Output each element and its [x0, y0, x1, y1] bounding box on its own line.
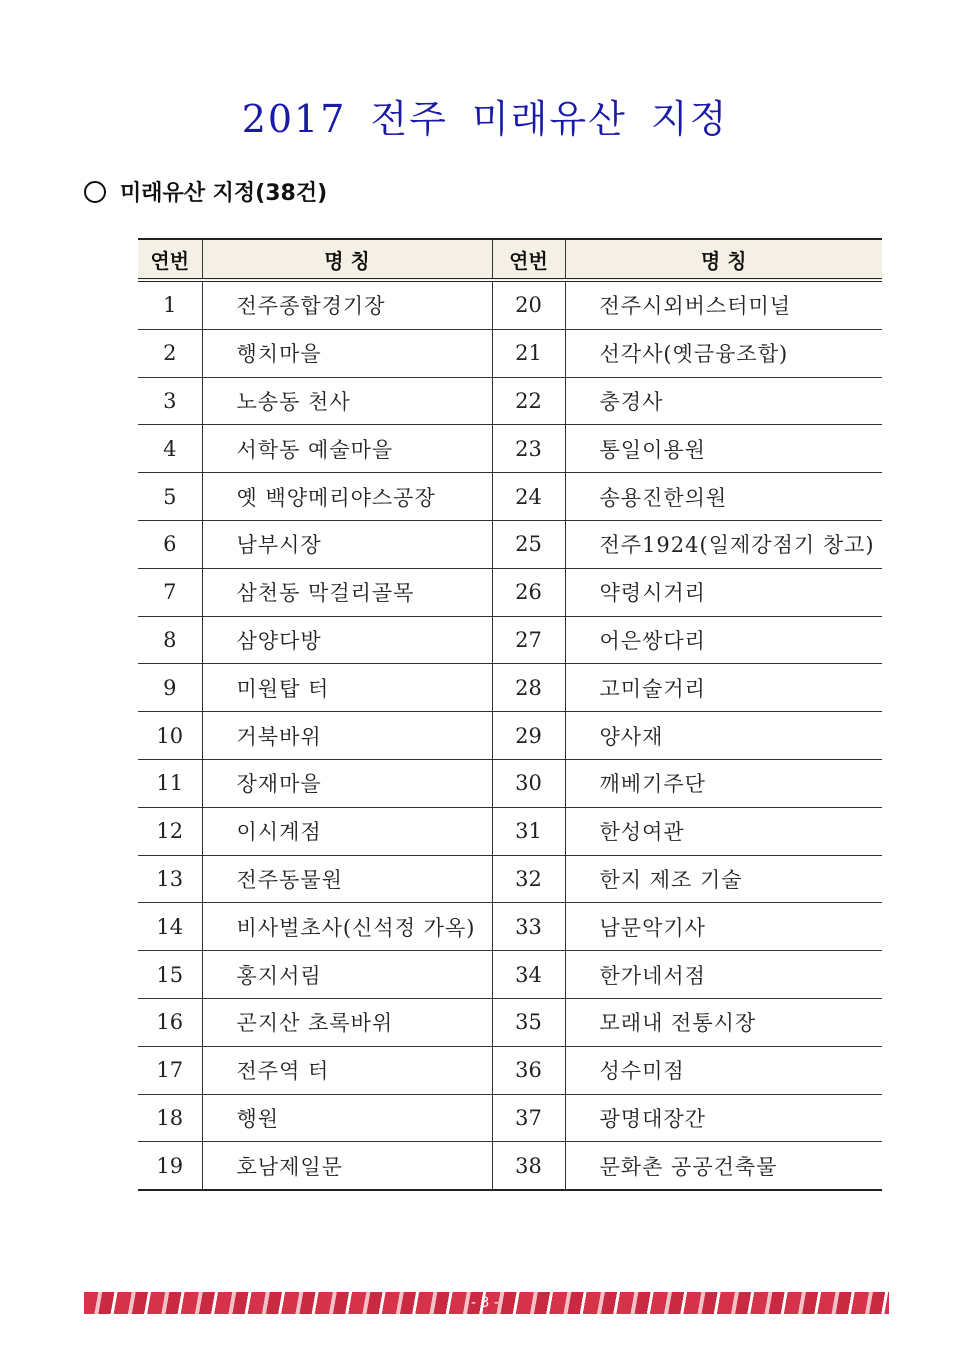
- row-name-right: 남문악기사: [565, 903, 882, 951]
- row-name-left: 노송동 천사: [202, 377, 492, 425]
- row-number-left: 6: [138, 520, 202, 568]
- row-name-right: 모래내 전통시장: [565, 998, 882, 1046]
- row-number-right: 38: [492, 1142, 565, 1190]
- row-name-left: 이시계점: [202, 807, 492, 855]
- row-number-left: 2: [138, 329, 202, 377]
- row-number-left: 8: [138, 616, 202, 664]
- row-number-right: 32: [492, 855, 565, 903]
- row-name-left: 행원: [202, 1094, 492, 1142]
- row-number-left: 3: [138, 377, 202, 425]
- row-number-right: 22: [492, 377, 565, 425]
- header-number-left: 연번: [138, 239, 202, 280]
- row-number-left: 15: [138, 951, 202, 999]
- table-body: [138, 280, 882, 1190]
- row-name-left: 홍지서림: [202, 951, 492, 999]
- row-number-right: 26: [492, 568, 565, 616]
- row-name-left: 미원탑 터: [202, 664, 492, 712]
- table-row: [138, 425, 882, 473]
- table-row: [138, 280, 882, 329]
- row-name-left: 남부시장: [202, 520, 492, 568]
- row-name-right: 전주1924(일제강점기 창고): [565, 520, 882, 568]
- row-number-left: 11: [138, 759, 202, 807]
- row-number-right: 31: [492, 807, 565, 855]
- row-name-right: 어은쌍다리: [565, 616, 882, 664]
- row-number-left: 5: [138, 473, 202, 521]
- row-number-right: 28: [492, 664, 565, 712]
- table-row: [138, 473, 882, 521]
- row-name-left: 행치마을: [202, 329, 492, 377]
- row-name-right: 통일이용원: [565, 425, 882, 473]
- row-name-left: 서학동 예술마을: [202, 425, 492, 473]
- row-name-right: 광명대장간: [565, 1094, 882, 1142]
- row-name-left: 곤지산 초록바위: [202, 998, 492, 1046]
- row-number-left: 16: [138, 998, 202, 1046]
- row-name-left: 삼양다방: [202, 616, 492, 664]
- table-row: [138, 520, 882, 568]
- row-number-left: 10: [138, 712, 202, 760]
- row-name-right: 약령시거리: [565, 568, 882, 616]
- row-number-right: 23: [492, 425, 565, 473]
- section-heading-text: 미래유산 지정(38건): [120, 181, 328, 206]
- row-name-right: 한지 제조 기술: [565, 855, 882, 903]
- row-number-left: 9: [138, 664, 202, 712]
- table-row: [138, 377, 882, 425]
- row-name-left: 거북바위: [202, 712, 492, 760]
- row-number-left: 18: [138, 1094, 202, 1142]
- row-name-right: 충경사: [565, 377, 882, 425]
- table-row: [138, 1094, 882, 1142]
- row-number-left: 7: [138, 568, 202, 616]
- row-name-right: 깨베기주단: [565, 759, 882, 807]
- row-name-right: 한성여관: [565, 807, 882, 855]
- circle-bullet-icon: [84, 181, 106, 203]
- row-number-left: 4: [138, 425, 202, 473]
- row-number-left: 14: [138, 903, 202, 951]
- row-number-left: 13: [138, 855, 202, 903]
- row-number-right: 35: [492, 998, 565, 1046]
- row-name-left: 호남제일문: [202, 1142, 492, 1190]
- table-row: [138, 998, 882, 1046]
- table-row: [138, 616, 882, 664]
- row-name-right: 한가네서점: [565, 951, 882, 999]
- row-number-right: 33: [492, 903, 565, 951]
- row-name-left: 비사벌초사(신석정 가옥): [202, 903, 492, 951]
- row-name-right: 양사재: [565, 712, 882, 760]
- page-title: 2017 전주 미래유산 지정: [241, 97, 729, 141]
- row-name-left: 전주동물원: [202, 855, 492, 903]
- table-row: [138, 1142, 882, 1190]
- row-number-left: 1: [138, 280, 202, 329]
- row-name-right: 선각사(옛금융조합): [565, 329, 882, 377]
- row-name-right: 성수미점: [565, 1046, 882, 1094]
- table-header-row: [138, 239, 882, 280]
- table-row: [138, 903, 882, 951]
- table-row: [138, 759, 882, 807]
- header-number-right: 연번: [492, 239, 565, 280]
- table-row: [138, 329, 882, 377]
- row-number-right: 25: [492, 520, 565, 568]
- row-name-left: 옛 백양메리야스공장: [202, 473, 492, 521]
- row-number-left: 19: [138, 1142, 202, 1190]
- header-name-left: 명 칭: [202, 239, 492, 280]
- row-number-left: 12: [138, 807, 202, 855]
- row-number-right: 36: [492, 1046, 565, 1094]
- header-name-right: 명 칭: [565, 239, 882, 280]
- row-name-right: 문화촌 공공건축물: [565, 1142, 882, 1190]
- row-number-right: 24: [492, 473, 565, 521]
- row-number-right: 37: [492, 1094, 565, 1142]
- row-number-right: 34: [492, 951, 565, 999]
- row-name-right: 송용진한의원: [565, 473, 882, 521]
- table-row: [138, 855, 882, 903]
- table-row: [138, 1046, 882, 1094]
- row-number-right: 20: [492, 280, 565, 329]
- table-row: [138, 951, 882, 999]
- row-number-right: 21: [492, 329, 565, 377]
- table-row: [138, 712, 882, 760]
- row-number-right: 30: [492, 759, 565, 807]
- section-heading: [84, 176, 327, 207]
- heritage-table: [138, 238, 882, 1191]
- row-name-left: 장재마을: [202, 759, 492, 807]
- row-name-left: 전주역 터: [202, 1046, 492, 1094]
- row-number-right: 27: [492, 616, 565, 664]
- table-row: [138, 664, 882, 712]
- row-name-left: 전주종합경기장: [202, 280, 492, 329]
- row-number-left: 17: [138, 1046, 202, 1094]
- row-name-right: 고미술거리: [565, 664, 882, 712]
- row-name-left: 삼천동 막걸리골목: [202, 568, 492, 616]
- page-number: - 3 -: [471, 1295, 499, 1311]
- row-number-right: 29: [492, 712, 565, 760]
- table-row: [138, 807, 882, 855]
- table-row: [138, 568, 882, 616]
- row-name-right: 전주시외버스터미널: [565, 280, 882, 329]
